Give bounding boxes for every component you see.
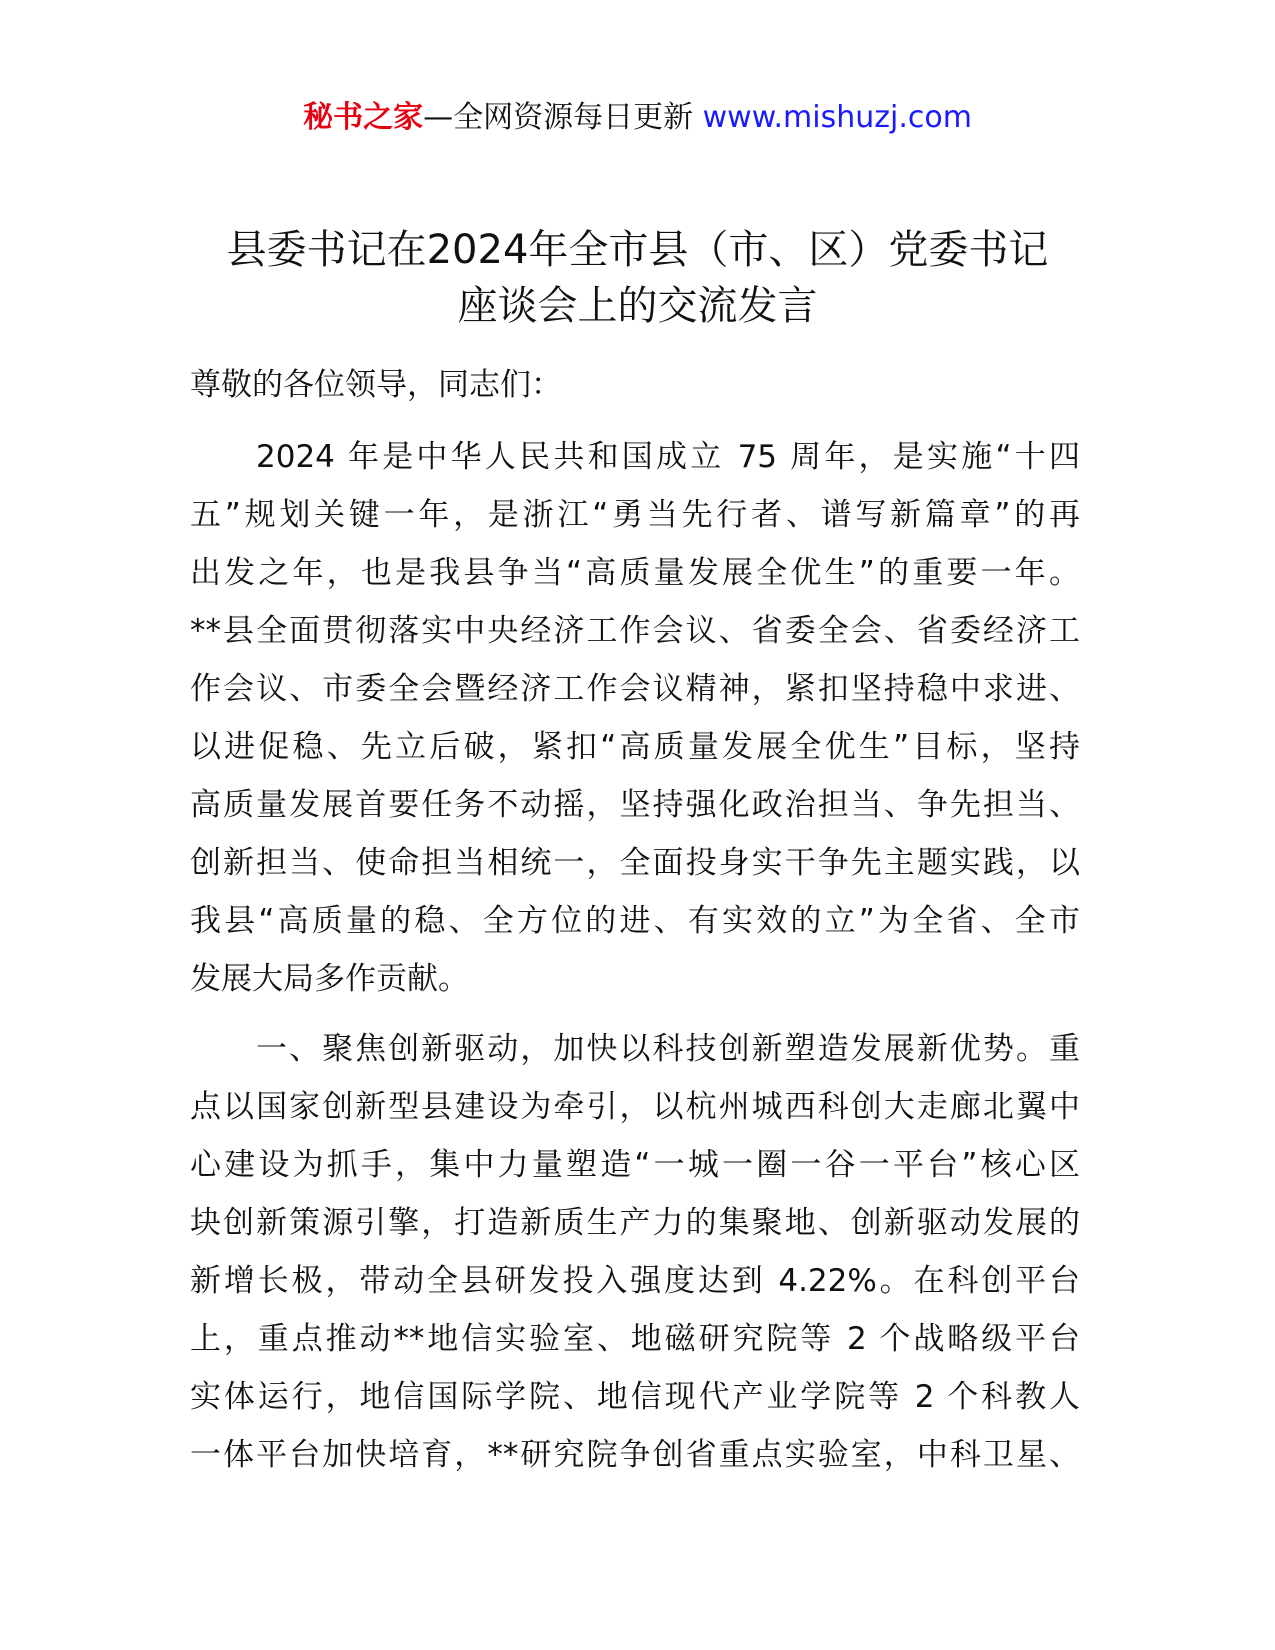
- document-title-line-1: 县委书记在2024年全市县（市、区）党委书记: [226, 227, 1049, 273]
- text-line: 创新担当、使命担当相统一，全面投身实干争先主题实践，以: [190, 845, 1080, 881]
- text-line: 点以国家创新型县建设为牵引，以杭州城西科创大走廊北翼中: [190, 1089, 1080, 1125]
- site-slogan: —全网资源每日更新: [423, 100, 703, 135]
- text-line: 心建设为抓手，集中力量塑造“一城一圈一谷一平台”核心区: [190, 1147, 1080, 1183]
- text-line: 作会议、市委全会暨经济工作会议精神，紧扣坚持稳中求进、: [190, 671, 1080, 707]
- text-line: 一体平台加快培育，**研究院争创省重点实验室，中科卫星、: [190, 1437, 1080, 1473]
- document-title-line-2: 座谈会上的交流发言: [457, 283, 818, 329]
- site-brand: 秘书之家: [303, 100, 424, 135]
- text-line: **县全面贯彻落实中央经济工作会议、省委全会、省委经济工: [190, 613, 1080, 649]
- text-line: 2024 年是中华人民共和国成立 75 周年，是实施“十四: [256, 439, 1080, 475]
- text-line: 一、聚焦创新驱动，加快以科技创新塑造发展新优势。重: [256, 1031, 1080, 1067]
- text-line: 以进促稳、先立后破，紧扣“高质量发展全优生”目标，坚持: [190, 729, 1080, 765]
- text-line: 出发之年，也是我县争当“高质量发展全优生”的重要一年。: [190, 555, 1080, 591]
- text-line: 新增长极，带动全县研发投入强度达到 4.22%。在科创平台: [190, 1263, 1080, 1299]
- site-header: [0, 98, 1275, 138]
- text-line: 高质量发展首要任务不动摇，坚持强化政治担当、争先担当、: [190, 787, 1080, 823]
- text-line: 块创新策源引擎，打造新质生产力的集聚地、创新驱动发展的: [190, 1205, 1080, 1241]
- salutation: 尊敬的各位领导，同志们：: [190, 367, 562, 403]
- document-title: [150, 222, 1125, 334]
- document-body: [190, 356, 1080, 1496]
- paragraph-section-1: [190, 1020, 1080, 1484]
- text-line: 上，重点推动**地信实验室、地磁研究院等 2 个战略级平台: [190, 1321, 1080, 1357]
- text-line: 实体运行，地信国际学院、地信现代产业学院等 2 个科教人: [190, 1379, 1080, 1415]
- text-line: 五”规划关键一年，是浙江“勇当先行者、谱写新篇章”的再: [190, 497, 1080, 533]
- site-url-link[interactable]: www.mishuzj.com: [702, 100, 972, 135]
- text-line: 发展大局多作贡献。: [190, 961, 469, 997]
- text-line: 我县“高质量的稳、全方位的进、有实效的立”为全省、全市: [190, 903, 1080, 939]
- paragraph-intro: [190, 428, 1080, 1008]
